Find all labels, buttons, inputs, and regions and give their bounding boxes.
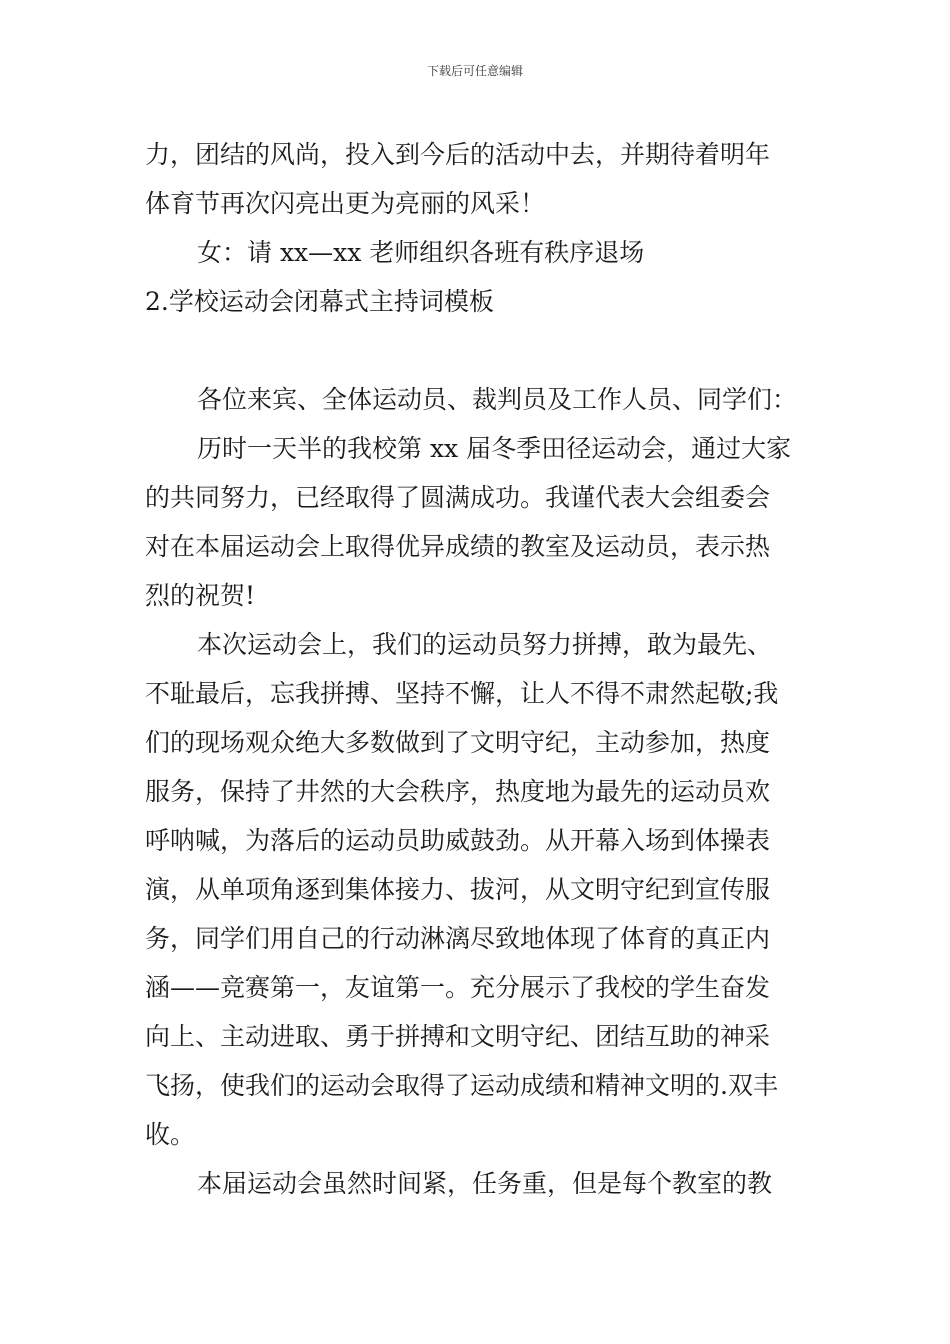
text-line: 不耻最后，忘我拼搏、坚持不懈，让人不得不肃然起敬;我 [145,679,779,708]
text-line: 对在本届运动会上取得优异成绩的教室及运动员，表示热 [145,532,771,561]
section-heading: 2.学校运动会闭幕式主持词模板 [145,287,494,316]
text-line: 服务，保持了井然的大会秩序，热度地为最先的运动员欢 [145,777,771,806]
text-line: 体育节再次闪亮出更为亮丽的风采！ [145,189,546,218]
text-line: 涵——竞赛第一，友谊第一。充分展示了我校的学生奋发 [145,973,771,1002]
text-line: 向上、主动进取、勇于拼搏和文明守纪、团结互助的神采 [145,1022,771,1051]
page-header: 下载后可任意编辑 [426,64,523,78]
blank-line [145,326,810,375]
text-line: 本届运动会虽然时间紧，任务重，但是每个教室的教 [197,1169,773,1198]
text-line: 的共同努力，已经取得了圆满成功。我谨代表大会组委会 [145,483,771,512]
salutation: 各位来宾、全体运动员、裁判员及工作人员、同学们： [197,385,798,414]
text-line: 女：请 xx—xx 老师组织各班有秩序退场 [197,238,645,267]
document-body [145,130,810,1208]
text-line: 烈的祝贺! [145,581,256,610]
text-line: 收。 [145,1120,196,1149]
text-line: 飞扬，使我们的运动会取得了运动成绩和精神文明的.双丰 [145,1071,778,1100]
text-line: 力，团结的风尚，投入到今后的活动中去，并期待着明年 [145,140,771,169]
text-line: 历时一天半的我校第 xx 届冬季田径运动会，通过大家 [197,434,792,463]
text-line: 务，同学们用自己的行动淋漓尽致地体现了体育的真正内 [145,924,771,953]
text-line: 演，从单项角逐到集体接力、拔河，从文明守纪到宣传服 [145,875,771,904]
text-line: 呼呐喊，为落后的运动员助威鼓劲。从开幕入场到体操表 [145,826,771,855]
text-line: 们的现场观众绝大多数做到了文明守纪，主动参加，热度 [145,728,771,757]
text-line: 本次运动会上，我们的运动员努力拼搏，敢为最先、 [197,630,773,659]
